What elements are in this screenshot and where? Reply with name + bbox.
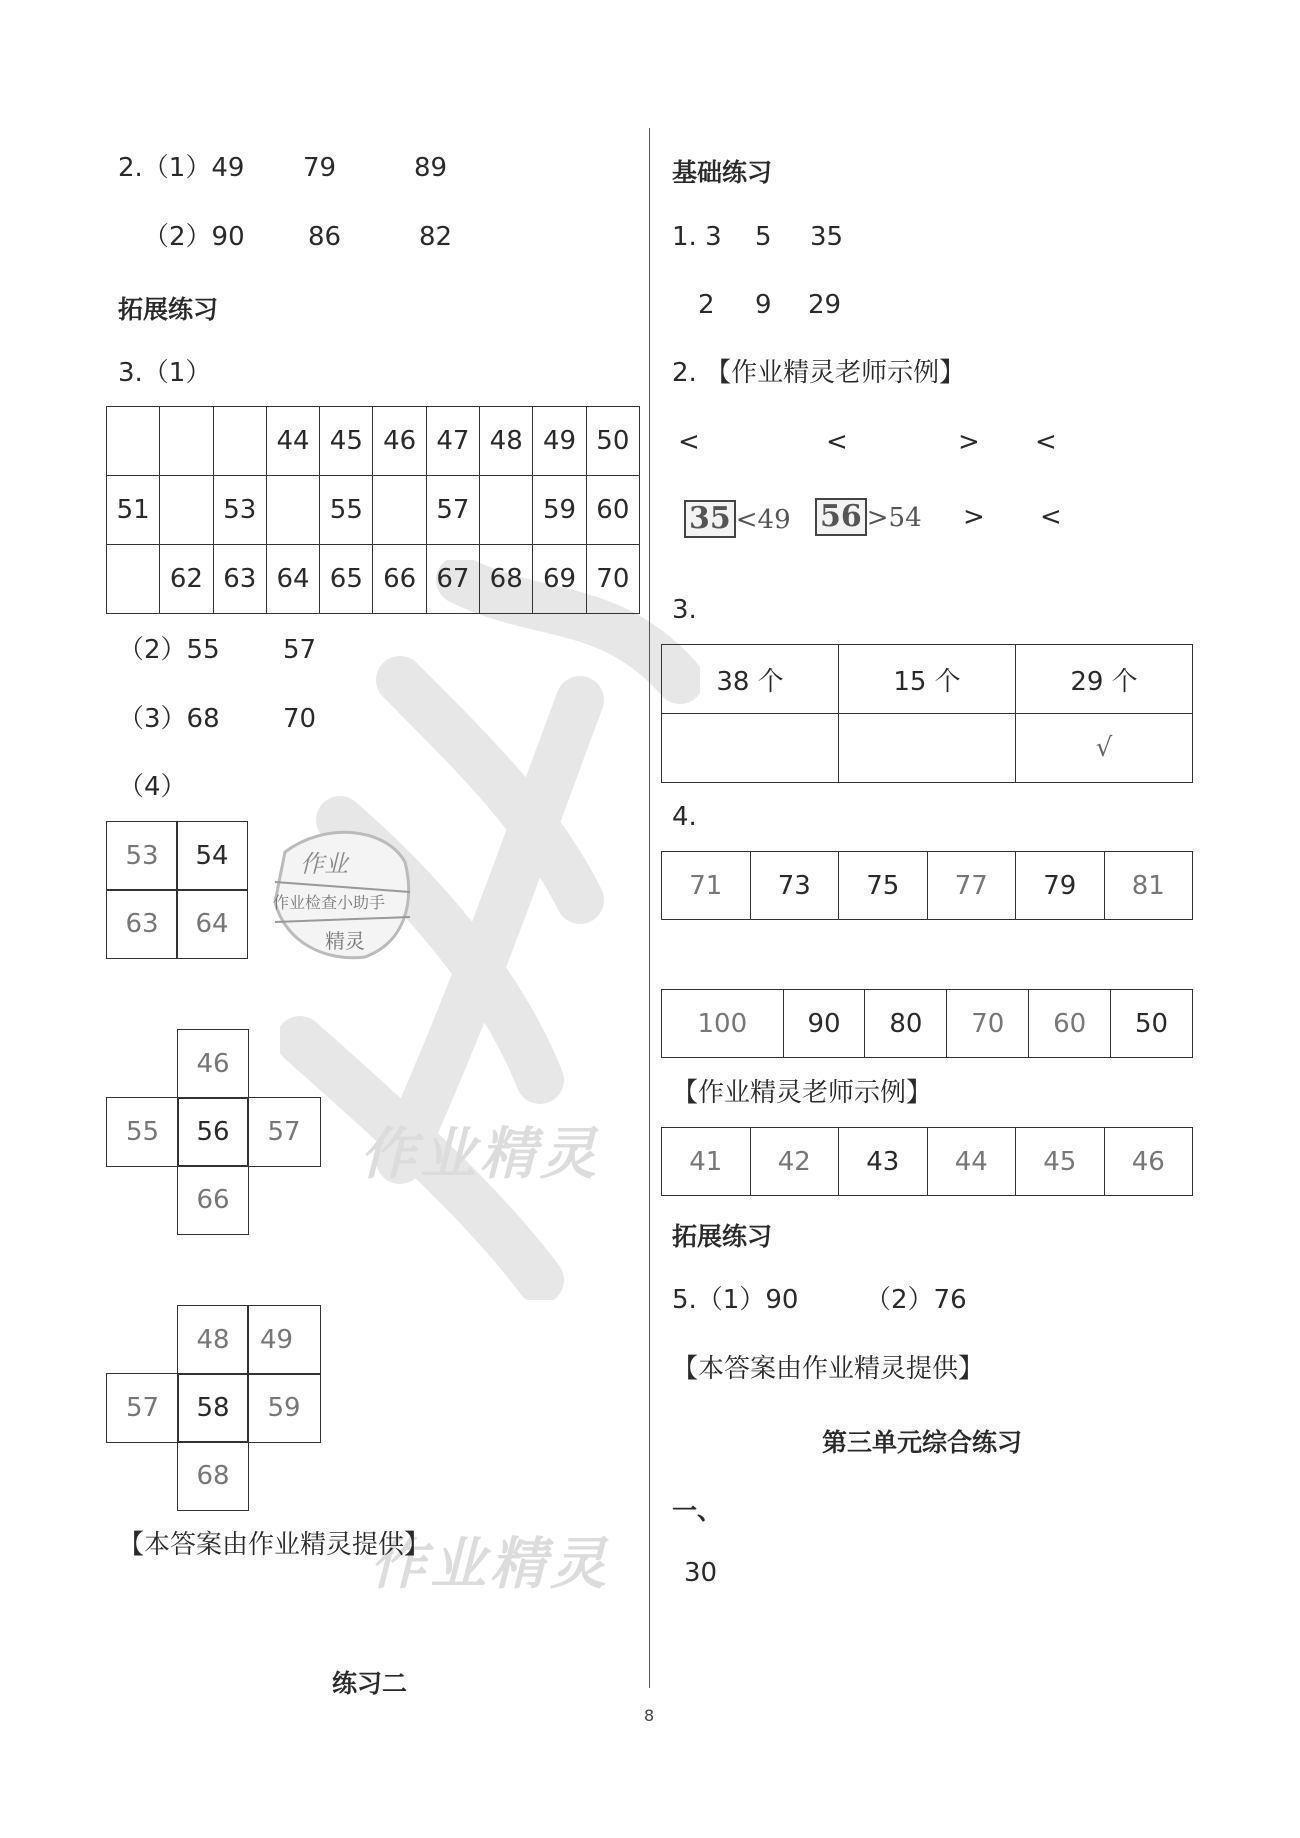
grid-cell: 53 (213, 476, 266, 545)
square-cell: 54 (176, 821, 248, 891)
q3-table (661, 644, 1193, 783)
q3-head-cell: 29 个 (1016, 645, 1193, 714)
unit-title: 第三单元综合练习 (822, 1428, 1023, 1457)
stamp-line1: 作业 (300, 850, 348, 878)
cross1-top: 46 (177, 1029, 249, 1099)
q4-cell: 70 (947, 990, 1029, 1058)
q2-1-label: 2.（1）49 (118, 153, 245, 183)
q2-sign: < (678, 427, 700, 457)
q5-a: 5.（1）90 (672, 1285, 799, 1315)
grid-cell: 63 (213, 545, 266, 614)
grid-cell: 47 (426, 407, 479, 476)
grid-cell (160, 407, 213, 476)
grid-cell: 50 (586, 407, 639, 476)
q3-1-label: 3.（1） (118, 358, 212, 388)
handwritten-boxed-num: 35 (684, 500, 736, 538)
grid-cell (480, 476, 533, 545)
q1-row1-c: 35 (810, 222, 844, 252)
q4-cell: 77 (927, 852, 1016, 920)
cross2-bottom: 68 (177, 1441, 249, 1511)
q2-sign: < (826, 427, 848, 457)
q2-label: 2. 【作业精灵老师示例】 (672, 358, 966, 388)
grid-cell: 66 (373, 545, 426, 614)
q4-cell: 60 (1029, 990, 1111, 1058)
q4-cell: 46 (1104, 1128, 1193, 1196)
q2-2-c: 82 (419, 222, 453, 252)
number-grid-41-70 (106, 406, 640, 614)
next-section-title: 练习二 (332, 1669, 408, 1698)
left-ext-heading: 拓展练习 (118, 295, 219, 324)
grid-cell: 44 (266, 407, 319, 476)
q3-3-label: （3）68 (118, 704, 220, 734)
cross2-left: 57 (106, 1373, 179, 1443)
grid-cell: 64 (266, 545, 319, 614)
square-cell: 63 (106, 889, 178, 959)
q4-cell: 79 (1016, 852, 1105, 920)
q4-cell: 41 (662, 1128, 751, 1196)
section-one: 一、 (672, 1496, 723, 1525)
q4-cell: 44 (927, 1128, 1016, 1196)
stamp-line3: 精灵 (325, 929, 365, 953)
q5-b: （2）76 (865, 1285, 967, 1315)
basic-heading: 基础练习 (672, 158, 773, 187)
grid-cell: 51 (107, 476, 160, 545)
q1-row2-c: 29 (808, 290, 842, 320)
handwritten-rest: >54 (866, 503, 922, 533)
q3-row-cell: √ (1016, 714, 1193, 783)
grid-cell (266, 476, 319, 545)
q3-2-label: （2）55 (118, 635, 220, 665)
q1-row2-a: 2 (698, 290, 715, 320)
grid-cell: 49 (533, 407, 586, 476)
column-divider (649, 128, 650, 1688)
q1-row2-b: 9 (755, 290, 772, 320)
q4-cell: 80 (865, 990, 947, 1058)
grid-cell: 60 (586, 476, 639, 545)
stamp-logo (265, 822, 415, 962)
grid-cell: 55 (320, 476, 373, 545)
grid-cell (373, 476, 426, 545)
grid-cell: 59 (533, 476, 586, 545)
q3-head-cell: 15 个 (839, 645, 1016, 714)
q2-handwritten-2 (815, 498, 922, 536)
q2-sign2: < (1040, 502, 1062, 532)
q4-row2-table (661, 989, 1193, 1058)
cross2-center: 58 (177, 1373, 249, 1443)
q3-2-b: 57 (283, 635, 317, 665)
q3-3-b: 70 (283, 704, 317, 734)
cross1-center: 56 (177, 1097, 249, 1167)
q4-cell: 81 (1104, 852, 1193, 920)
q4-cell: 73 (750, 852, 839, 920)
q4-cell: 50 (1111, 990, 1193, 1058)
handwritten-rest: <49 (735, 505, 791, 535)
q3-row-cell (662, 714, 839, 783)
watermark-text-1: 作业精灵 (360, 1122, 600, 1187)
q4-cell: 100 (662, 990, 784, 1058)
right-credit: 【本答案由作业精灵提供】 (672, 1354, 985, 1384)
q2-sign2: > (963, 502, 985, 532)
handwritten-boxed-num: 56 (815, 498, 867, 536)
grid-cell: 57 (426, 476, 479, 545)
q2-handwritten-1 (684, 500, 791, 538)
q2-2-label: （2）90 (143, 222, 245, 252)
grid-cell (107, 407, 160, 476)
q3-row-cell (839, 714, 1016, 783)
stamp-line2: 作业检查小助手 (273, 893, 386, 912)
q3-4-label: （4） (118, 772, 187, 802)
grid-cell (160, 476, 213, 545)
q4-cell: 43 (839, 1128, 928, 1196)
grid-cell (107, 545, 160, 614)
q2-1-b: 79 (303, 153, 337, 183)
q3-head-cell: 38 个 (662, 645, 839, 714)
q4-cell: 45 (1016, 1128, 1105, 1196)
grid-cell: 69 (533, 545, 586, 614)
q4-example-label: 【作业精灵老师示例】 (672, 1078, 933, 1108)
q4-row1-table (661, 851, 1193, 920)
q4-cell: 42 (750, 1128, 839, 1196)
q4-row3-table (661, 1127, 1193, 1196)
grid-cell: 67 (426, 545, 479, 614)
cross1-bottom: 66 (177, 1165, 249, 1235)
grid-cell: 45 (320, 407, 373, 476)
grid-cell: 62 (160, 545, 213, 614)
cross1-left: 55 (106, 1097, 179, 1167)
q4-cell: 71 (662, 852, 751, 920)
page-number: 8 (644, 1706, 655, 1725)
grid-cell: 70 (586, 545, 639, 614)
q2-sign: > (958, 427, 980, 457)
cross2-top: 48 (177, 1305, 249, 1375)
q2-sign: < (1035, 427, 1057, 457)
grid-cell (213, 407, 266, 476)
cross1-right: 57 (247, 1097, 321, 1167)
cross2-right: 59 (247, 1373, 321, 1443)
q2-1-c: 89 (414, 153, 448, 183)
q2-2-b: 86 (308, 222, 342, 252)
grid-cell: 48 (480, 407, 533, 476)
q4-cell: 90 (783, 990, 865, 1058)
right-ext-heading: 拓展练习 (672, 1222, 773, 1251)
square-cell: 64 (176, 889, 248, 959)
q1-row1-b: 5 (755, 222, 772, 252)
grid-cell: 46 (373, 407, 426, 476)
grid-cell: 65 (320, 545, 373, 614)
left-credit: 【本答案由作业精灵提供】 (118, 1530, 431, 1560)
q4-label: 4. (672, 802, 697, 832)
grid-cell: 68 (480, 545, 533, 614)
cross2-topright: 49 (247, 1305, 321, 1375)
q3-label: 3. (672, 595, 697, 625)
answer-30: 30 (684, 1558, 718, 1588)
watermark-text-2: 作业精灵 (370, 1532, 610, 1597)
q4-cell: 75 (839, 852, 928, 920)
q1-row1-a: 1. 3 (672, 222, 722, 252)
square-cell: 53 (106, 821, 178, 891)
